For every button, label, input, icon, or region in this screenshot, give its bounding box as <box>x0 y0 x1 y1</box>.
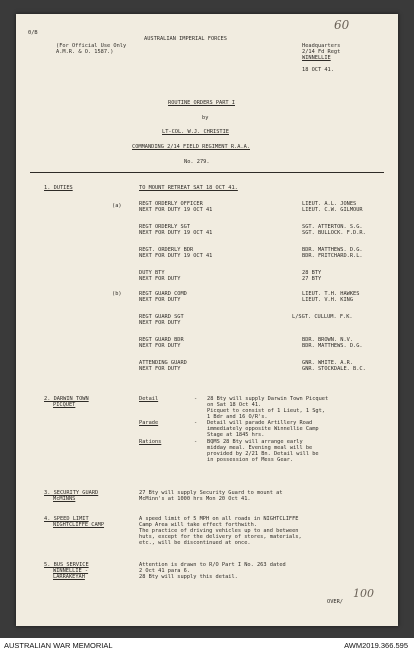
duty-next: NEXT FOR DUTY <box>139 276 181 282</box>
duty-name-next: SGT. BULLOCK. F.D.R. <box>302 230 366 236</box>
parade-dash: - <box>194 420 198 426</box>
by-label: by <box>202 115 209 121</box>
duty-names <box>302 337 363 349</box>
text-line: huts, except for the delivery of stores, materials, <box>139 534 302 540</box>
duty-row <box>139 224 212 236</box>
archive-name: AUSTRALIAN WAR MEMORIAL <box>4 641 113 650</box>
duty-title: REGT GUARD COMD <box>139 291 187 297</box>
duty-row <box>139 270 180 282</box>
handwritten-page-mark: 100 <box>353 587 374 600</box>
duty-name: BDR. BROWN. N.V. <box>302 337 354 343</box>
duty-title: REGT GUARD BDR <box>139 337 184 343</box>
duty-name-next: BDR. MATTHEWS. D.G. <box>302 343 363 349</box>
divider <box>30 172 384 173</box>
section-5-label-line-1: 5. BUS SERVICE <box>44 562 89 568</box>
section-5-text <box>139 562 286 580</box>
duty-names <box>302 224 366 236</box>
detail-dash: - <box>194 396 198 402</box>
duty-name: GNR. WHITE. A.R. <box>302 360 354 366</box>
duty-title: REGT GUARD SGT <box>139 314 184 320</box>
hq-line-1: Headquarters <box>302 43 341 49</box>
text-line: on Sat 18 Oct 41. <box>207 402 262 408</box>
text-line: 27 Bty will supply Security Guard to mount at <box>139 490 283 496</box>
rations-text <box>207 439 319 463</box>
duty-name: LIEUT. T.H. HAWKES <box>302 291 360 297</box>
duty-name-next: GNR. STOCKDALE. B.C. <box>302 366 366 372</box>
text-line: 2 Oct 41 para 6. <box>139 568 191 574</box>
duty-name: SGT. ATTERTON. S.G. <box>302 224 363 230</box>
force-title: AUSTRALIAN IMPERIAL FORCES <box>144 36 227 42</box>
duty-name: L/SGT. CULLUM. F.K. <box>292 314 353 320</box>
section-3-text <box>139 490 283 502</box>
duty-next: NEXT FOR DUTY <box>139 343 181 349</box>
section-5-label-line-3: LARRAKEYAH <box>53 574 85 580</box>
parade-text <box>207 420 319 438</box>
duty-name-next: LIEUT. V.H. KING <box>302 297 354 303</box>
text-line: BQMS 28 Bty will arrange early <box>207 439 303 445</box>
parade-label: Parade <box>139 420 159 426</box>
officer-name: LT-COL. W.J. CHRISTIE <box>162 129 229 135</box>
duty-row <box>139 314 184 326</box>
section-2-label-line-2: PICQUET <box>53 402 76 408</box>
duty-name: 28 BTY <box>302 270 322 276</box>
duty-names <box>302 201 363 213</box>
section-3-label <box>44 490 98 502</box>
duty-names <box>302 270 321 282</box>
text-line: Detail will parade Artillery Road <box>207 420 313 426</box>
duty-name-next: BDR. FRITCHARD.R.L. <box>302 253 363 259</box>
text-line: provided by 2/21 Bn. Detail will be <box>207 451 319 457</box>
duty-names <box>302 291 359 303</box>
section-3-label-line-1: 3. SECURITY GUARD <box>44 490 99 496</box>
official-use-note <box>56 43 126 55</box>
section-4-label-line-1: 4. SPEED LIMIT <box>44 516 89 522</box>
rations-label: Rations <box>139 439 162 445</box>
text-line: Camp Area will take effect forthwith. <box>139 522 257 528</box>
order-number: No. 279. <box>184 159 210 165</box>
duty-title: REGT. ORDERLY BDR <box>139 247 194 253</box>
section-2-label-line-1: 2. DARWIN TOWN <box>44 396 89 402</box>
duty-title: REGT ORDERLY SGT <box>139 224 191 230</box>
section-2-label <box>44 396 89 408</box>
text-line: 28 Bty will supply Darwin Town Picquet <box>207 396 329 402</box>
duty-row <box>139 360 187 372</box>
duty-name-next: 27 BTY <box>302 276 322 282</box>
section-5-label <box>44 562 89 580</box>
duty-next: NEXT FOR DUTY <box>139 297 181 303</box>
detail-label: Detail <box>139 396 159 402</box>
official-line-2: A.M.R. & O. 1587.) <box>56 49 114 55</box>
text-line: 28 Bty will supply this detail. <box>139 574 238 580</box>
text-line: midday meal. Evening meal will be <box>207 445 313 451</box>
duty-next: NEXT FOR DUTY 19 OCT 41 <box>139 207 213 213</box>
official-line-1: (For Official Use Only <box>56 43 127 49</box>
archive-reference: AWM2019.366.595 <box>344 641 408 650</box>
duty-row <box>139 337 184 349</box>
text-line: McMinn's at 1000 hrs Mon 20 Oct 41. <box>139 496 251 502</box>
archive-footer <box>0 638 414 653</box>
over-marker: OVER/ <box>327 599 343 605</box>
section-4-text <box>139 516 302 546</box>
section-1-label: 1. DUTIES <box>44 185 73 191</box>
duty-row <box>139 201 212 213</box>
text-line: etc., will be discontinued at once. <box>139 540 251 546</box>
text-line: Stage at 1845 hrs. <box>207 432 265 438</box>
subsection-a-label: (a) <box>112 203 122 209</box>
hq-block <box>302 43 340 73</box>
order-date: 18 OCT 41. <box>302 67 334 73</box>
hq-line-2: 2/14 Fd Regt <box>302 49 341 55</box>
text-line: Attention is drawn to R/O Part I No. 263 dated <box>139 562 286 568</box>
duty-title: REGT ORDERLY OFFICER <box>139 201 203 207</box>
command-line: COMMANDING 2/14 FIELD REGIMENT R.A.A. <box>132 144 250 150</box>
corner-mark: 0/B <box>28 30 38 36</box>
duty-next: NEXT FOR DUTY 19 OCT 41 <box>139 230 213 236</box>
text-line: A speed limit of 5 MPH on all roads in NIGHTCLIFFE <box>139 516 299 522</box>
duty-name: LIEUT. A.L. JONES <box>302 201 357 207</box>
hq-line-3: WINNELLIE <box>302 55 331 61</box>
duty-next: NEXT FOR DUTY 19 OCT 41 <box>139 253 213 259</box>
subsection-b-label: (b) <box>112 291 122 297</box>
text-line: immediately opposite Winnellie Camp <box>207 426 319 432</box>
duty-name-next: LIEUT. C.W. GILMOUR <box>302 207 363 213</box>
section-4-label-line-2: NIGHTCLIFFE CAMP <box>53 522 105 528</box>
text-line: in possession of Mess Gear. <box>207 457 294 463</box>
section-1-heading: TO MOUNT RETREAT SAT 18 OCT 41. <box>139 185 238 191</box>
text-line: 1 Bdr and 16 O/R's. <box>207 414 268 420</box>
duty-title: DUTY BTY <box>139 270 165 276</box>
section-3-label-line-2: McMINNS <box>53 496 76 502</box>
duty-row <box>139 247 212 259</box>
section-5-label-line-2: WINNELLIE - <box>53 568 89 574</box>
detail-text <box>207 396 328 420</box>
duty-name: BDR. MATTHEWS. D.G. <box>302 247 363 253</box>
duty-names <box>292 314 353 320</box>
orders-title: ROUTINE ORDERS PART I <box>168 100 235 106</box>
duty-title: ATTENDING GUARD <box>139 360 187 366</box>
duty-row <box>139 291 187 303</box>
document-page <box>16 14 398 626</box>
duty-next: NEXT FOR DUTY <box>139 366 181 372</box>
duty-names <box>302 247 363 259</box>
text-line: Picquet to consist of 1 Lieut, 1 Sgt, <box>207 408 325 414</box>
duty-names <box>302 360 366 372</box>
rations-dash: - <box>194 439 198 445</box>
handwritten-folio: 60 <box>334 18 350 32</box>
duty-next: NEXT FOR DUTY <box>139 320 181 326</box>
section-4-label <box>44 516 104 528</box>
text-line: The practice of driving vehicles up to and between <box>139 528 299 534</box>
